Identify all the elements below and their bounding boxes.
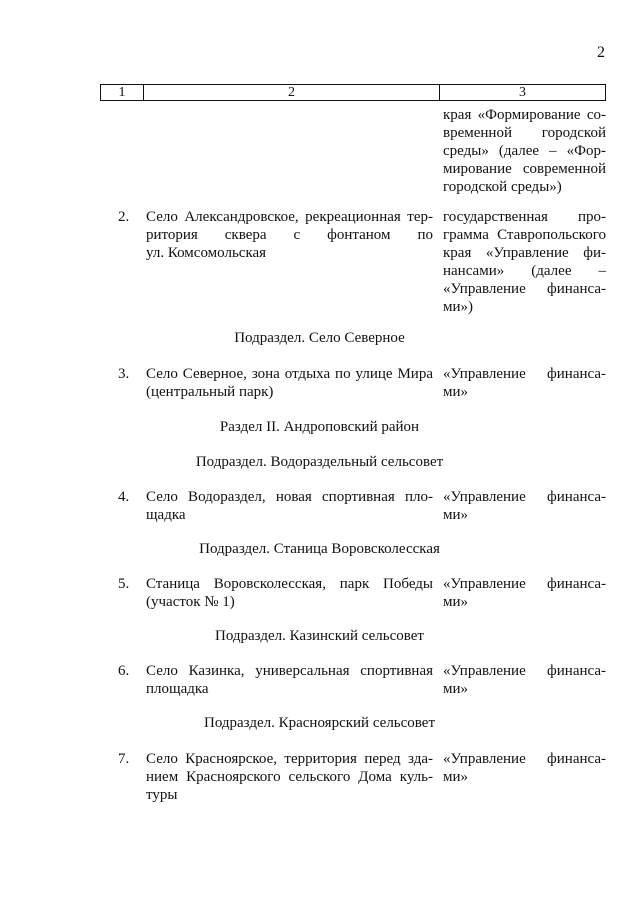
object-name [146,750,433,804]
text-line: ми» [443,681,469,697]
text-line: «Управление финанса- [443,663,606,679]
text-line: ми» [443,594,469,610]
column-header-2: 2 [288,85,295,100]
text-line: (центральный парк) [146,384,274,400]
text-line: (участок № 1) [146,594,235,610]
section-heading: Раздел II. Андроповский район [219,419,420,435]
object-name [146,575,433,611]
program-name [443,575,606,611]
text-line: ми» [443,384,469,400]
text-line: «Управление финанса- [443,576,606,592]
object-name [146,488,433,524]
page-number: 2 [597,44,605,61]
object-name [146,365,433,401]
text-line: Село Казинка, универсальная спортивная [146,663,433,679]
text-line: нием Красноярского сельского Дома куль- [146,769,433,785]
subsection-heading: Подраздел. Красноярский сельсовет [203,715,436,731]
text-line: Село Северное, зона отдыха по улице Мира [146,366,433,382]
item-number: 4. [118,489,130,505]
text-line: туры [146,787,178,803]
program-name [443,750,606,786]
text-line: ми» [443,769,469,785]
program-name [443,662,606,698]
text-line: ритория сквера с фонтаном по [146,227,433,243]
text-line: площадка [146,681,209,697]
text-line: Станица Воровсколесская, парк Победы [146,576,433,592]
item-number: 6. [118,663,130,679]
program-name [443,488,606,524]
text-line: «Управление финанса- [443,751,606,767]
program-continuation [443,106,606,196]
text-line: грамма Ставропольского [443,227,606,243]
text-line: ми» [443,507,469,523]
item-number: 2. [118,209,130,225]
table-column-header [100,84,606,101]
text-line: среды» (далее – «Фор- [443,143,606,159]
column-header-3: 3 [519,85,526,100]
text-line: нансами» (далее – [443,263,606,279]
text-line: ми») [443,299,474,315]
subsection-heading: Подраздел. Станица Воровсколесская [199,541,440,557]
text-line: государственная про- [443,209,606,225]
text-line: Село Александровское, рекреационная тер- [146,209,433,225]
item-number: 5. [118,576,130,592]
program-name [443,365,606,401]
text-line: временной городской [443,125,606,141]
subsection-heading: Подраздел. Село Северное [234,330,405,346]
text-line: мирование современной [443,161,606,177]
program-name [443,208,606,316]
item-number: 3. [118,366,130,382]
text-line: городской среды») [443,179,562,195]
column-header-1: 1 [118,85,126,100]
text-line: ул. Комсомольская [146,245,267,261]
text-line: края «Управление фи- [443,245,606,261]
object-name [146,208,433,262]
subsection-heading: Подраздел. Казинский сельсовет [214,628,424,644]
object-name [146,662,433,698]
text-line: «Управление финанса- [443,489,606,505]
text-line: щадка [146,507,186,523]
text-line: «Управление финанса- [443,281,606,297]
text-line: Село Красноярское, территория перед зда- [146,751,433,767]
subsection-heading: Подраздел. Водораздельный сельсовет [195,454,444,470]
text-line: Село Водораздел, новая спортивная пло- [146,489,433,505]
item-number: 7. [118,751,130,767]
text-line: края «Формирование со- [443,107,606,123]
text-line: «Управление финанса- [443,366,606,382]
